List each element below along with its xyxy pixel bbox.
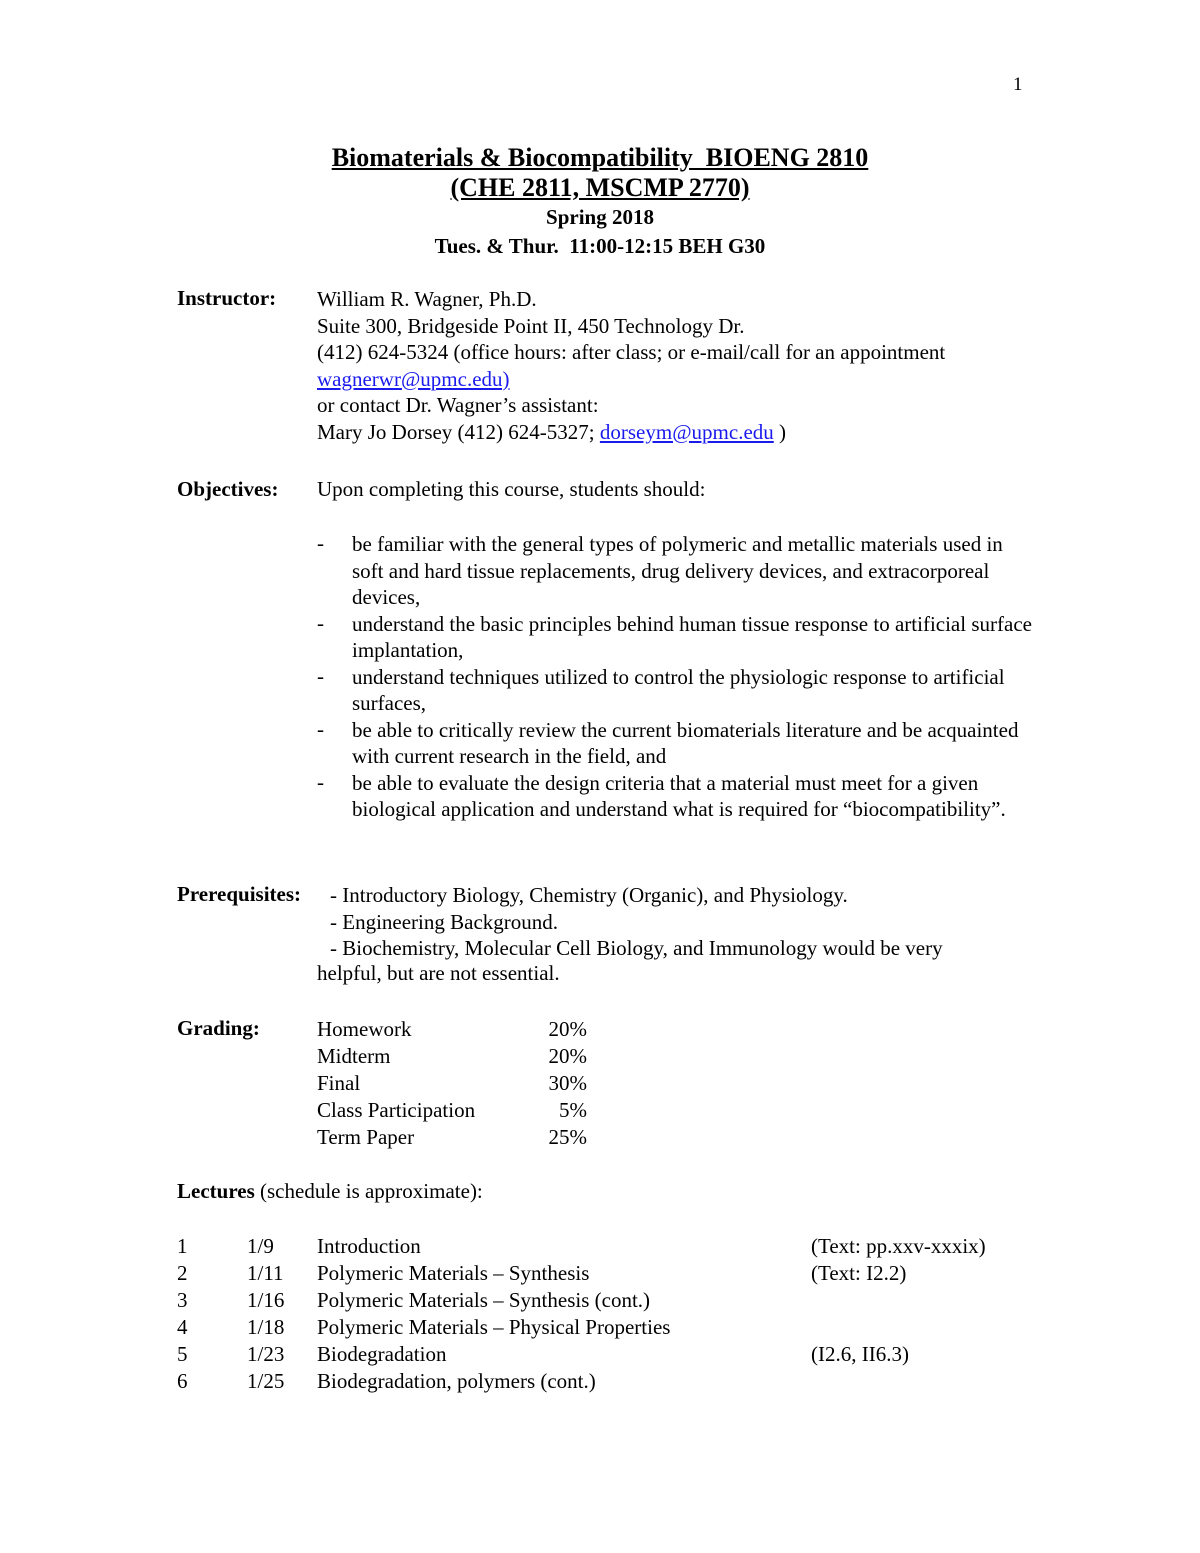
objective-item xyxy=(317,531,1077,611)
lecture-date: 1/11 xyxy=(247,1261,284,1285)
lecture-date: 1/23 xyxy=(247,1342,285,1366)
instructor-name: William R. Wagner, Ph.D. xyxy=(317,287,537,311)
grading-item: Final xyxy=(317,1071,361,1095)
lecture-topic: Polymeric Materials – Physical Properties xyxy=(317,1315,671,1339)
lectures-heading xyxy=(177,1179,483,1204)
objectives-list xyxy=(317,531,1077,823)
objective-item xyxy=(317,611,1077,664)
lecture-reading: (I2.6, II6.3) xyxy=(811,1342,909,1366)
objective-item xyxy=(317,770,1077,823)
lectures-note: (schedule is approximate): xyxy=(254,1179,483,1203)
course-header xyxy=(0,143,1200,261)
prerequisite-item: - Biochemistry, Molecular Cell Biology, and Immunology would be very xyxy=(330,936,943,960)
lecture-number: 2 xyxy=(177,1261,188,1285)
grading-percent: 20% xyxy=(548,1017,587,1041)
grading-item: Class Participation xyxy=(317,1098,476,1122)
prerequisites-continuation: helpful, but are not essential. xyxy=(317,961,560,985)
objective-text: be familiar with the general types of polymeric and metallic materials used in soft and hard tissue replacements, drug delivery devices, and extracorporeal devices, xyxy=(352,532,1003,609)
objective-item xyxy=(317,717,1077,770)
course-title: Biomaterials & Biocompatibility BIOENG 2810 xyxy=(331,143,869,172)
lecture-date: 1/25 xyxy=(247,1369,285,1393)
lecture-topic: Introduction xyxy=(317,1234,421,1258)
lecture-date: 1/18 xyxy=(247,1315,285,1339)
assistant-email-link[interactable]: dorseym@upmc.edu xyxy=(599,419,774,444)
grading-item: Midterm xyxy=(317,1044,391,1068)
objective-text: understand the basic principles behind human tissue response to artificial surface implantation, xyxy=(352,611,1032,662)
grading-row xyxy=(317,1043,1077,1070)
assistant-name-phone: Mary Jo Dorsey (412) 624-5327; xyxy=(317,419,600,444)
lecture-reading: (Text: pp.xxv-xxxix) xyxy=(811,1234,986,1258)
lecture-reading: (Text: I2.2) xyxy=(811,1261,907,1285)
grading-percent: 30% xyxy=(548,1071,587,1095)
objective-text: be able to evaluate the design criteria that a material must meet for a given biological application and understand what is required for “biocompatibility”. xyxy=(352,770,1006,821)
course-cross-listings: (CHE 2811, MSCMP 2770) xyxy=(450,173,750,202)
assistant-intro: or contact Dr. Wagner’s assistant: xyxy=(317,393,599,417)
prerequisites-label: Prerequisites: xyxy=(177,882,302,906)
grading-table xyxy=(317,1016,1077,1151)
lecture-topic: Biodegradation xyxy=(317,1342,447,1366)
prerequisite-item: - Introductory Biology, Chemistry (Organic), and Physiology. xyxy=(330,883,848,907)
bullet-dash: - xyxy=(317,716,324,741)
assistant-suffix: ) xyxy=(773,419,787,444)
grading-percent: 5% xyxy=(559,1098,587,1122)
lecture-number: 4 xyxy=(177,1315,188,1339)
grading-item: Term Paper xyxy=(317,1125,415,1149)
grading-item: Homework xyxy=(317,1017,412,1041)
grading-label: Grading: xyxy=(177,1016,260,1040)
lecture-number: 5 xyxy=(177,1342,188,1366)
course-term: Spring 2018 xyxy=(546,205,654,229)
bullet-dash: - xyxy=(317,663,324,688)
assistant-contact xyxy=(317,419,1077,446)
grading-percent: 20% xyxy=(548,1044,587,1068)
page-number: 1 xyxy=(1013,74,1023,95)
lecture-date: 1/9 xyxy=(247,1234,274,1258)
objective-text: be able to critically review the current biomaterials literature and be acquainted with current research in the field, and xyxy=(352,717,1019,768)
grading-row xyxy=(317,1016,1077,1043)
instructor-label: Instructor: xyxy=(177,286,277,310)
lecture-number: 1 xyxy=(177,1234,188,1258)
grading-percent: 25% xyxy=(548,1125,587,1149)
objective-text: understand techniques utilized to control the physiologic response to artificial surfaces, xyxy=(352,664,1005,715)
instructor-info xyxy=(317,286,1077,445)
instructor-email-link[interactable]: wagnerwr@upmc.edu) xyxy=(317,366,510,391)
lecture-number: 3 xyxy=(177,1288,188,1312)
course-schedule: Tues. & Thur. 11:00-12:15 BEH G30 xyxy=(434,234,766,258)
lecture-date: 1/16 xyxy=(247,1288,285,1312)
grading-row xyxy=(317,1124,1077,1151)
lecture-topic: Polymeric Materials – Synthesis xyxy=(317,1261,590,1285)
lecture-topic: Biodegradation, polymers (cont.) xyxy=(317,1369,596,1393)
bullet-dash: - xyxy=(317,531,324,555)
instructor-phone-hours: (412) 624-5324 (office hours: after class; or e-mail/call for an appointment xyxy=(317,340,946,364)
grading-row xyxy=(317,1097,1077,1124)
lecture-number: 6 xyxy=(177,1369,188,1393)
bullet-dash: - xyxy=(317,610,324,635)
bullet-dash: - xyxy=(317,769,324,794)
lecture-topic: Polymeric Materials – Synthesis (cont.) xyxy=(317,1288,651,1312)
objective-item xyxy=(317,664,1077,717)
prerequisites-info xyxy=(330,882,1090,962)
prerequisite-item: - Engineering Background. xyxy=(330,909,559,934)
grading-row xyxy=(317,1070,1077,1097)
instructor-address: Suite 300, Bridgeside Point II, 450 Technology Dr. xyxy=(317,313,745,338)
objectives-intro: Upon completing this course, students should: xyxy=(317,477,706,501)
lectures-label: Lectures xyxy=(177,1179,255,1203)
objectives-label: Objectives: xyxy=(177,477,279,501)
